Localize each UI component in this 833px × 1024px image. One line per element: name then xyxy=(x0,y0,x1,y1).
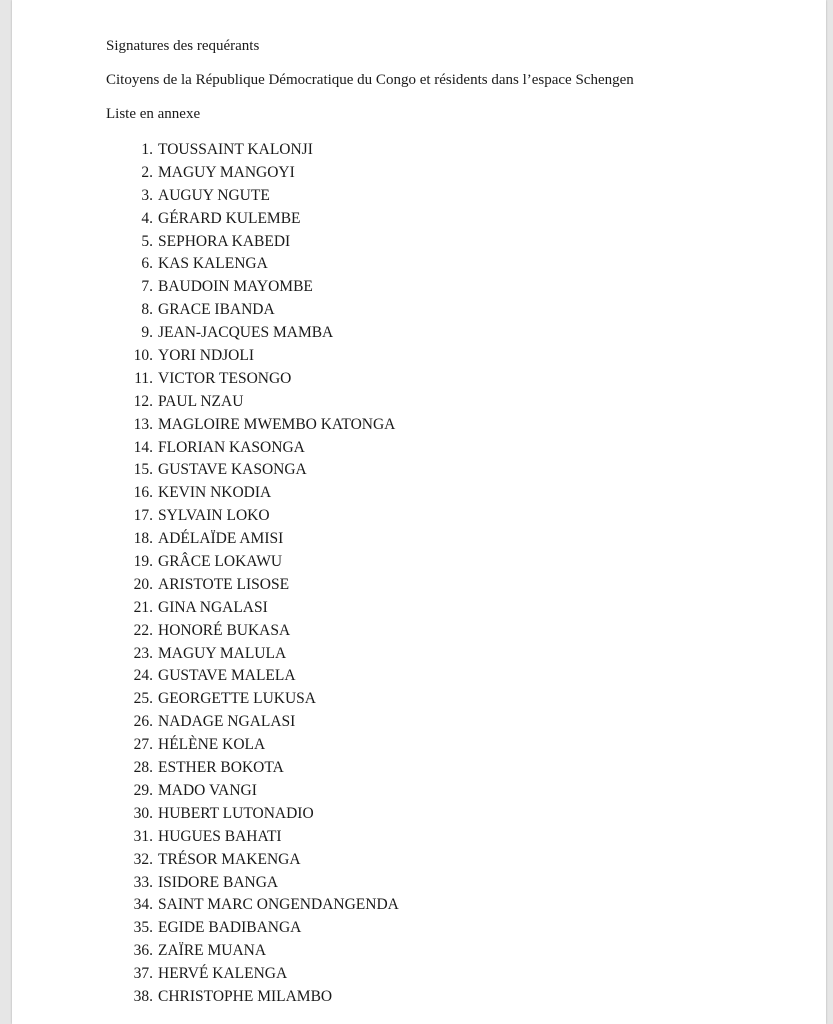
list-item-number: 32. xyxy=(133,850,153,868)
signatory-name: GRÂCE LOKAWU xyxy=(158,553,283,571)
signatory-name: KAS KALENGA xyxy=(158,255,268,273)
list-item xyxy=(124,827,399,850)
list-item xyxy=(124,483,399,506)
signatory-name: HERVÉ KALENGA xyxy=(158,965,288,983)
list-item-number: 34. xyxy=(133,896,153,914)
list-item-number: 17. xyxy=(133,507,153,525)
list-item xyxy=(124,758,399,781)
list-item xyxy=(124,712,399,735)
list-item xyxy=(124,140,399,163)
list-item-number: 4. xyxy=(141,209,153,227)
signatory-name: SAINT MARC ONGENDANGENDA xyxy=(158,896,399,914)
list-item-number: 35. xyxy=(133,919,153,937)
list-item-number: 26. xyxy=(133,713,153,731)
signatory-name: ESTHER BOKOTA xyxy=(158,759,284,777)
list-item xyxy=(124,895,399,918)
signatory-name: ZAÏRE MUANA xyxy=(158,942,267,960)
list-item-number: 15. xyxy=(133,461,153,479)
signatory-name: GINA NGALASI xyxy=(158,598,268,616)
list-item xyxy=(124,438,399,461)
signatory-name: GRACE IBANDA xyxy=(158,301,275,319)
signatory-name: AUGUY NGUTE xyxy=(158,186,270,204)
list-item xyxy=(124,460,399,483)
list-item-number: 20. xyxy=(133,575,153,593)
list-item-number: 9. xyxy=(141,324,153,342)
signatory-name: MAGUY MANGOYI xyxy=(158,163,295,181)
list-item-number: 22. xyxy=(133,621,153,639)
signatory-name: ARISTOTE LISOSE xyxy=(158,575,290,593)
list-item xyxy=(124,918,399,941)
signatory-name: GÉRARD KULEMBE xyxy=(158,209,301,227)
list-item-number: 25. xyxy=(133,690,153,708)
signatory-list xyxy=(124,140,399,1010)
signatory-name: ADÉLAÏDE AMISI xyxy=(158,530,284,548)
list-item xyxy=(124,941,399,964)
signatory-name: JEAN-JACQUES MAMBA xyxy=(158,324,334,342)
annex-label: Liste en annexe xyxy=(106,106,201,122)
list-item-number: 3. xyxy=(141,186,153,204)
signatory-name: EGIDE BADIBANGA xyxy=(158,919,302,937)
list-item xyxy=(124,506,399,529)
document-subtitle: Citoyens de la République Démocratique du Congo et résidents dans l’espace Schengen xyxy=(106,72,634,88)
signatory-name: KEVIN NKODIA xyxy=(158,484,272,502)
list-item xyxy=(124,232,399,255)
signatory-name: HUBERT LUTONADIO xyxy=(158,804,314,822)
list-item xyxy=(124,346,399,369)
list-item-number: 29. xyxy=(133,781,153,799)
list-item-number: 18. xyxy=(133,530,153,548)
list-item xyxy=(124,323,399,346)
signatory-name: GUSTAVE MALELA xyxy=(158,667,296,685)
list-item-number: 30. xyxy=(133,804,153,822)
list-item-number: 11. xyxy=(134,369,153,387)
list-item-number: 14. xyxy=(133,438,153,456)
list-item xyxy=(124,277,399,300)
list-item-number: 37. xyxy=(133,965,153,983)
signatory-name: VICTOR TESONGO xyxy=(158,369,292,387)
signatory-name: YORI NDJOLI xyxy=(158,347,255,365)
list-item xyxy=(124,850,399,873)
list-item xyxy=(124,300,399,323)
list-item-number: 38. xyxy=(133,987,153,1005)
list-item-number: 8. xyxy=(141,301,153,319)
list-item xyxy=(124,552,399,575)
signatory-name: HÉLÈNE KOLA xyxy=(158,736,266,754)
signatory-name: HONORÉ BUKASA xyxy=(158,621,291,639)
signatory-name: SYLVAIN LOKO xyxy=(158,507,270,525)
list-item-number: 2. xyxy=(141,163,153,181)
list-item-number: 10. xyxy=(133,347,153,365)
signatory-name: GUSTAVE KASONGA xyxy=(158,461,307,479)
list-item xyxy=(124,781,399,804)
list-item xyxy=(124,254,399,277)
list-item-number: 21. xyxy=(133,598,153,616)
signatory-name: GEORGETTE LUKUSA xyxy=(158,690,316,708)
list-item-number: 31. xyxy=(133,827,153,845)
signatory-name: CHRISTOPHE MILAMBO xyxy=(158,987,333,1005)
list-item xyxy=(124,575,399,598)
list-item-number: 7. xyxy=(141,278,153,296)
list-item xyxy=(124,987,399,1010)
signatory-name: TOUSSAINT KALONJI xyxy=(158,141,313,158)
list-item-number: 28. xyxy=(133,759,153,777)
list-item xyxy=(124,873,399,896)
list-item xyxy=(124,964,399,987)
list-item-number: 23. xyxy=(133,644,153,662)
signatory-name: TRÉSOR MAKENGA xyxy=(158,850,301,868)
signatory-name: NADAGE NGALASI xyxy=(158,713,296,731)
list-item xyxy=(124,689,399,712)
list-item xyxy=(124,666,399,689)
list-item xyxy=(124,415,399,438)
document-title: Signatures des requérants xyxy=(106,38,260,54)
list-item xyxy=(124,392,399,415)
signatory-name: SEPHORA KABEDI xyxy=(158,232,291,250)
signatory-name: PAUL NZAU xyxy=(158,392,244,410)
list-item-number: 5. xyxy=(141,232,153,250)
list-item xyxy=(124,598,399,621)
list-item xyxy=(124,735,399,758)
list-item-number: 1. xyxy=(141,141,153,158)
list-item-number: 19. xyxy=(133,553,153,571)
list-item-number: 33. xyxy=(133,873,153,891)
list-item-number: 6. xyxy=(141,255,153,273)
list-item xyxy=(124,621,399,644)
list-item-number: 12. xyxy=(133,392,153,410)
signatory-name: MAGLOIRE MWEMBO KATONGA xyxy=(158,415,396,433)
list-item xyxy=(124,804,399,827)
signatory-name: MADO VANGI xyxy=(158,781,257,799)
list-item-number: 24. xyxy=(133,667,153,685)
signatory-name: ISIDORE BANGA xyxy=(158,873,279,891)
list-item-number: 36. xyxy=(133,942,153,960)
list-item xyxy=(124,369,399,392)
signatory-name: FLORIAN KASONGA xyxy=(158,438,305,456)
list-item xyxy=(124,644,399,667)
list-item-number: 16. xyxy=(133,484,153,502)
list-item-number: 27. xyxy=(133,736,153,754)
document-page xyxy=(12,0,826,1024)
signatory-name: BAUDOIN MAYOMBE xyxy=(158,278,313,296)
signatory-name: HUGUES BAHATI xyxy=(158,827,282,845)
list-item xyxy=(124,529,399,552)
list-item xyxy=(124,186,399,209)
list-item xyxy=(124,163,399,186)
list-item xyxy=(124,209,399,232)
signatory-name: MAGUY MALULA xyxy=(158,644,287,662)
list-item-number: 13. xyxy=(133,415,153,433)
